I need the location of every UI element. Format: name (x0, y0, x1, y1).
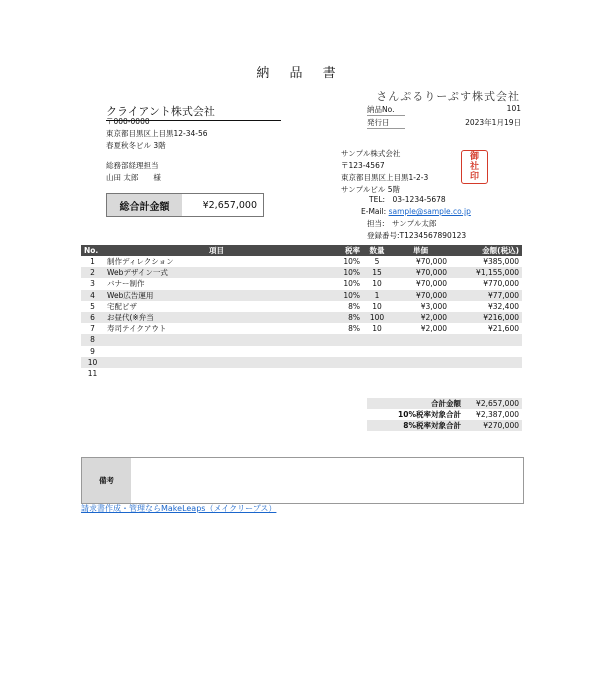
item-name (104, 346, 329, 357)
item-price: ¥2,000 (420, 324, 447, 334)
item-tax (329, 368, 363, 379)
item-tax: 10% (329, 267, 363, 278)
item-name (104, 368, 329, 379)
item-name: Webデザイン一式 (104, 267, 329, 278)
table-row (81, 323, 522, 334)
item-tax: 8% (329, 312, 363, 323)
items-table (81, 245, 522, 379)
item-price (391, 346, 450, 357)
item-no: 8 (81, 334, 104, 345)
document-title: 納 品 書 (256, 66, 344, 81)
col-header-qty: 数量 (363, 245, 391, 256)
item-price: ¥70,000 (415, 279, 447, 289)
client-address2: 春夏秋冬ビル 3階 (106, 141, 166, 150)
item-price: ¥70,000 (391, 290, 450, 301)
item-price: ¥3,000 (420, 301, 447, 311)
meta-date-label: 発行日 (367, 117, 405, 129)
item-no: 5 (90, 301, 95, 311)
item-no: 3 (90, 279, 95, 289)
col-header-price: 単価 (391, 245, 450, 256)
client-postal: 〒000-0000 (106, 117, 150, 126)
client-name: クライアント株式会社 (106, 103, 281, 121)
item-name: 宅配ピザ (107, 301, 137, 311)
meta-number-value: 101 (506, 104, 521, 113)
item-qty: 100 (363, 312, 391, 323)
item-tax (329, 334, 363, 345)
item-name (104, 357, 329, 368)
item-no: 7 (90, 324, 95, 334)
item-name: お昼代(※弁当 (104, 312, 329, 323)
stamp-char-2: 社 (469, 162, 479, 172)
meta-date-row (367, 117, 521, 129)
item-amount: ¥21,600 (487, 324, 519, 334)
client-address-block (106, 116, 208, 152)
company-seal-stamp (461, 150, 488, 184)
issuer-header-name: さんぷるりーぷす株式会社 (376, 90, 520, 103)
item-tax: 8% (348, 301, 360, 311)
totals-value: ¥270,000 (464, 420, 522, 431)
table-row (81, 256, 522, 267)
grand-total-value: ¥2,657,000 (202, 199, 257, 211)
item-qty: 10 (372, 301, 382, 311)
item-no: 11 (87, 368, 98, 378)
totals-row (367, 409, 522, 420)
item-price (391, 357, 450, 368)
item-amount (450, 334, 522, 345)
makeleaps-link[interactable]: 請求書作成・管理ならMakeLeaps（メイクリープス） (81, 504, 277, 513)
totals-table (367, 398, 522, 431)
totals-label: 合計金額 (367, 398, 464, 409)
item-price: ¥2,000 (391, 312, 450, 323)
item-qty: 10 (372, 324, 382, 334)
remarks-box (81, 457, 524, 504)
item-no: 10 (81, 357, 104, 368)
item-tax (329, 357, 363, 368)
table-row (81, 346, 522, 357)
item-tax: 10% (343, 257, 360, 267)
table-row (81, 368, 522, 379)
item-name: Web広告運用 (104, 290, 329, 301)
issuer-email-row (361, 206, 471, 218)
item-price (391, 368, 450, 379)
grand-total-label: 総合計金額 (107, 194, 182, 216)
item-name: 寿司テイクアウト (107, 324, 167, 334)
table-row (81, 267, 522, 278)
item-name (104, 334, 329, 345)
table-row (81, 334, 522, 345)
item-qty (363, 368, 391, 379)
meta-date-value: 2023年1月19日 (465, 118, 521, 127)
table-row (81, 357, 522, 368)
remarks-label: 備考 (82, 458, 131, 503)
item-no: 4 (81, 290, 104, 301)
totals-value: ¥2,387,000 (476, 410, 519, 419)
meta-number-row (367, 104, 521, 116)
totals-value: ¥2,657,000 (464, 398, 522, 409)
item-amount (450, 346, 522, 357)
item-price: ¥70,000 (391, 267, 450, 278)
client-person: 山田 太郎 様 (106, 173, 161, 182)
item-amount: ¥770,000 (483, 279, 519, 289)
client-department: 総務部経理担当 (106, 161, 159, 170)
item-no: 6 (81, 312, 104, 323)
item-tax: 10% (343, 279, 360, 289)
item-amount (450, 357, 522, 368)
issuer-address1: 東京都目黒区上目黒1-2-3 (341, 173, 429, 182)
item-qty: 5 (374, 257, 380, 267)
item-price: ¥70,000 (415, 257, 447, 267)
issuer-tel: TEL: 03-1234-5678 (369, 195, 446, 204)
item-qty (363, 357, 391, 368)
item-tax: 8% (348, 324, 360, 334)
issuer-contact: 担当: サンプル太郎 (367, 219, 437, 228)
col-header-no: No. (81, 245, 104, 256)
issuer-registration: 登録番号:T1234567890123 (367, 231, 467, 240)
item-qty: 15 (363, 267, 391, 278)
totals-row (367, 420, 522, 431)
col-header-amount: 金額(税込) (450, 245, 522, 256)
issuer-address2: サンプルビル 5階 (341, 185, 400, 194)
item-amount: ¥77,000 (450, 290, 522, 301)
col-header-item: 項目 (104, 245, 329, 256)
meta-number-label: 納品No. (367, 104, 405, 116)
item-amount: ¥1,155,000 (450, 267, 522, 278)
client-address1: 東京都目黒区上目黒12-34-56 (106, 129, 208, 138)
col-header-tax: 税率 (329, 245, 363, 256)
totals-row (367, 398, 522, 409)
item-name: バナー制作 (107, 279, 145, 289)
item-no: 1 (90, 257, 95, 267)
totals-label: 8%税率対象合計 (367, 420, 464, 431)
item-qty: 1 (363, 290, 391, 301)
item-name: 制作ディレクション (107, 257, 174, 267)
item-qty (363, 334, 391, 345)
item-no: 2 (81, 267, 104, 278)
items-header-row (81, 245, 522, 256)
table-row (81, 312, 522, 323)
item-qty: 10 (372, 279, 382, 289)
item-amount (450, 368, 522, 379)
issuer-email-link[interactable]: sample@sample.co.jp (388, 207, 471, 216)
item-amount: ¥216,000 (450, 312, 522, 323)
item-no: 9 (90, 346, 95, 356)
stamp-char-3: 印 (469, 172, 479, 182)
issuer-block (341, 148, 428, 196)
table-row (81, 301, 522, 312)
item-price (391, 334, 450, 345)
item-amount: ¥32,400 (487, 301, 519, 311)
table-row (81, 290, 522, 301)
item-qty (363, 346, 391, 357)
item-amount: ¥385,000 (483, 257, 519, 267)
stamp-char-1: 御 (469, 152, 479, 162)
issuer-postal: 〒123-4567 (341, 161, 385, 170)
remarks-content (131, 458, 523, 503)
grand-total-box (106, 193, 264, 217)
client-contact-block (106, 160, 161, 184)
item-tax (329, 346, 363, 357)
issuer-company: サンプル株式会社 (341, 149, 401, 158)
issuer-email-label: E-Mail: (361, 207, 387, 216)
table-row (81, 278, 522, 289)
item-tax: 10% (329, 290, 363, 301)
totals-label: 10%税率対象合計 (367, 409, 464, 420)
